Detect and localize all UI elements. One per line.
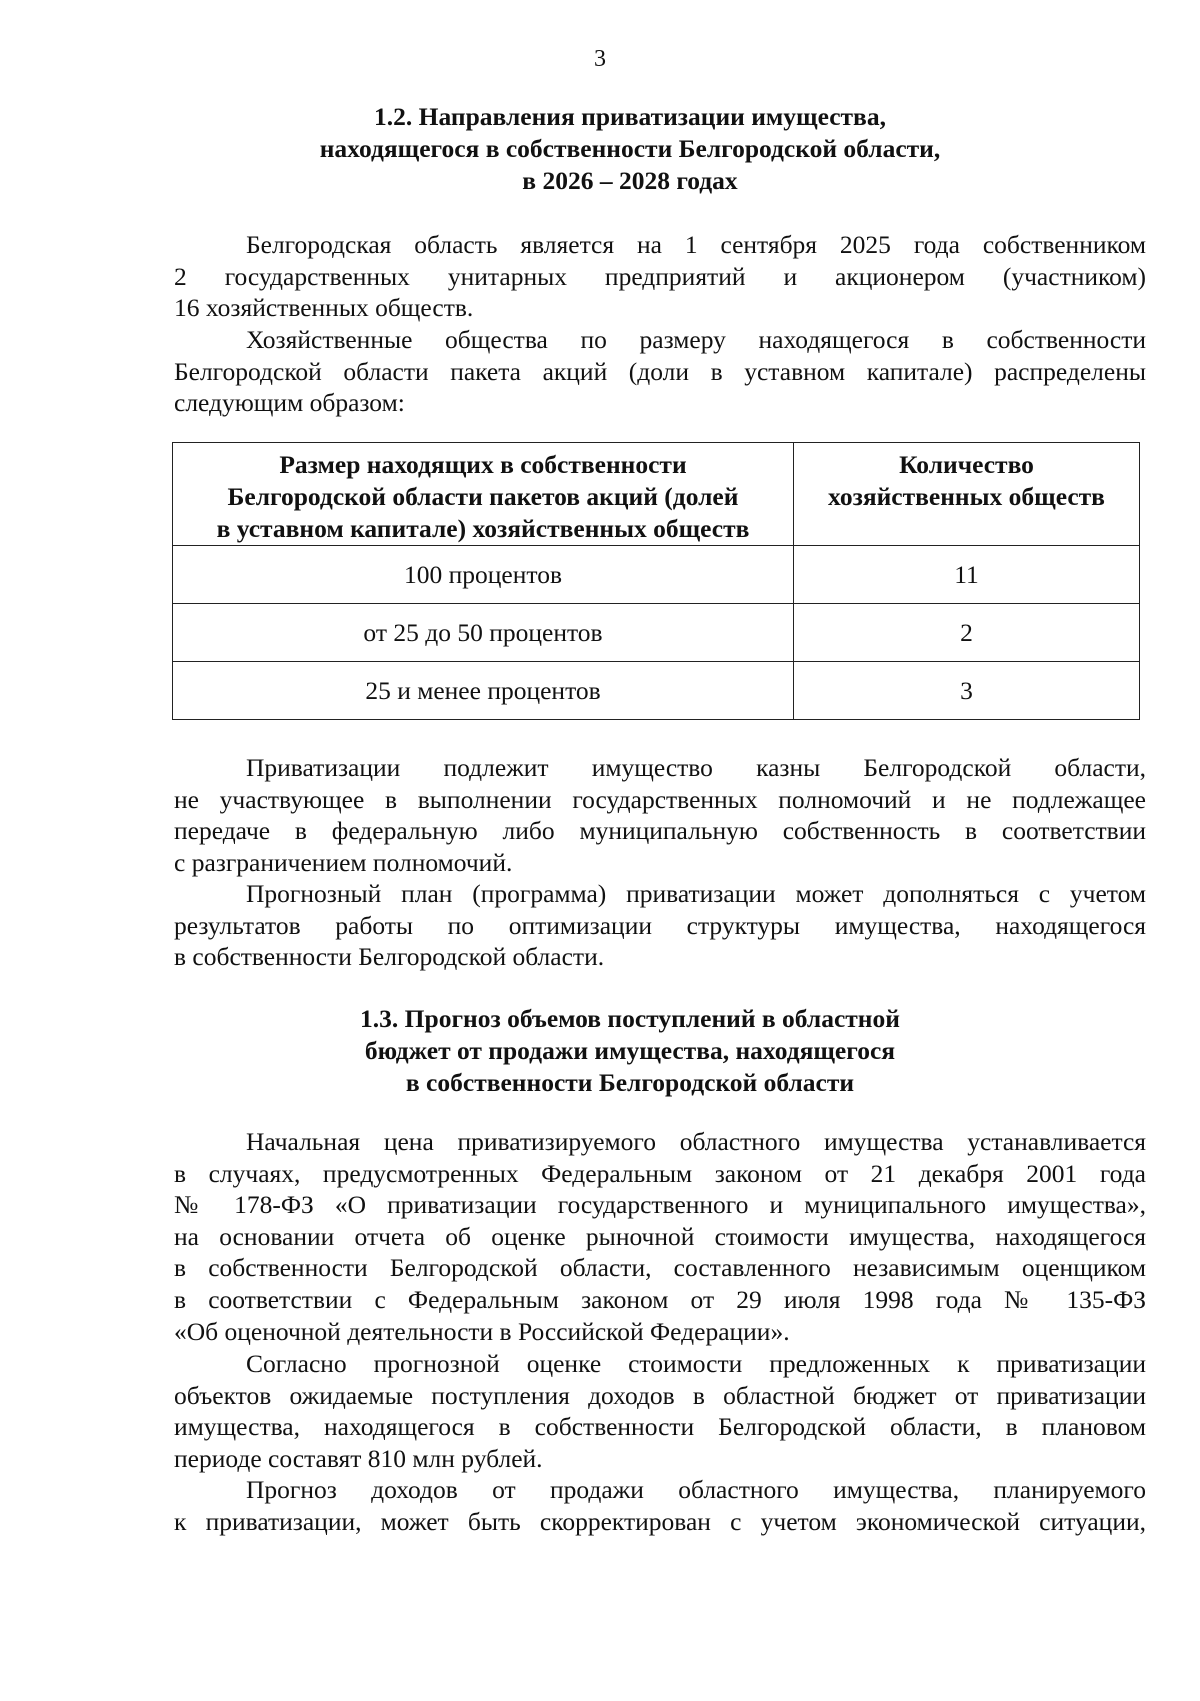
text-line: 2 государственных унитарных предприятий и акционером (участником) <box>174 261 1146 291</box>
text-line: № 178-ФЗ «О приватизации государственного и муниципального имущества», <box>174 1190 1146 1220</box>
cell-share-size: 25 и менее процентов <box>173 662 794 720</box>
paragraph-expected-revenue <box>174 1348 1146 1474</box>
text-line: Прогноз доходов от продажи областного имущества, планируемого <box>246 1475 1146 1504</box>
text-line: передаче в федеральную либо муниципальную собственность в соответствии <box>174 816 1146 846</box>
cell-share-size: от 25 до 50 процентов <box>173 604 794 662</box>
header-line: в уставном капитале) хозяйственных обществ <box>216 514 750 543</box>
header-line: Белгородской области пакетов акций (долей <box>227 482 739 511</box>
share-distribution-table <box>172 442 1140 720</box>
cell-count: 2 <box>794 604 1140 662</box>
text-line: следующим образом: <box>174 388 405 418</box>
text-line: с разграничением полномочий. <box>174 847 513 877</box>
title-line: 1.2. Направления приватизации имущества, <box>374 102 886 131</box>
text-line: на основании отчета об оценке рыночной стоимости имущества, находящегося <box>174 1221 1146 1251</box>
text-line: объектов ожидаемые поступления доходов в областной бюджет от приватизации <box>174 1380 1146 1410</box>
table-row <box>173 546 1140 604</box>
paragraph-distribution <box>174 324 1146 419</box>
text-line: 16 хозяйственных обществ. <box>174 293 474 323</box>
text-line: Приватизации подлежит имущество казны Белгородской области, <box>246 753 1146 782</box>
cell-share-size: 100 процентов <box>173 546 794 604</box>
text-line: Прогнозный план (программа) приватизации может дополняться с учетом <box>246 879 1146 908</box>
cell-count: 11 <box>794 546 1140 604</box>
table-row <box>173 662 1140 720</box>
table-header-row <box>173 443 1140 546</box>
title-line: находящегося в собственности Белгородской области, <box>319 134 941 163</box>
text-line: в случаях, предусмотренных Федеральным законом от 21 декабря 2001 года <box>174 1158 1146 1188</box>
text-line: в собственности Белгородской области. <box>174 942 605 972</box>
title-line: бюджет от продажи имущества, находящегося <box>364 1036 896 1065</box>
header-share-size <box>173 443 794 546</box>
text-line: не участвующее в выполнении государственных полномочий и не подлежащее <box>174 784 1146 814</box>
title-line: 1.3. Прогноз объемов поступлений в областной <box>360 1004 900 1033</box>
page-number: 3 <box>594 46 606 72</box>
paragraph-ownership <box>174 229 1146 324</box>
text-line: Начальная цена приватизируемого областного имущества устанавливается <box>246 1127 1146 1156</box>
section-1-2-title <box>170 101 1090 197</box>
paragraph-initial-price <box>174 1126 1146 1347</box>
title-line: в собственности Белгородской области <box>405 1068 855 1097</box>
text-line: имущества, находящегося в собственности Белгородской области, в плановом <box>174 1412 1146 1442</box>
text-line: периоде составят 810 млн рублей. <box>174 1443 543 1473</box>
cell-count: 3 <box>794 662 1140 720</box>
text-line: Согласно прогнозной оценке стоимости предложенных к приватизации <box>246 1349 1146 1378</box>
header-line: Количество <box>899 450 1034 479</box>
paragraph-income-forecast <box>174 1474 1146 1537</box>
text-line: Белгородская область является на 1 сентября 2025 года собственником <box>246 230 1146 259</box>
text-line: Хозяйственные общества по размеру находящегося в собственности <box>246 325 1146 354</box>
paragraph-forecast-plan <box>174 878 1146 973</box>
title-line: в 2026 – 2028 годах <box>522 166 738 195</box>
text-line: результатов работы по оптимизации структуры имущества, находящегося <box>174 910 1146 940</box>
text-line: в соответствии с Федеральным законом от 29 июля 1998 года № 135-ФЗ <box>174 1284 1146 1314</box>
text-line: «Об оценочной деятельности в Российской Федерации». <box>174 1316 790 1346</box>
header-line: Размер находящих в собственности <box>279 450 687 479</box>
table-row <box>173 604 1140 662</box>
header-line: хозяйственных обществ <box>828 482 1105 511</box>
text-line: Белгородской области пакета акций (доли в уставном капитале) распределены <box>174 356 1146 386</box>
section-1-3-title <box>170 1003 1090 1099</box>
text-line: в собственности Белгородской области, составленного независимым оценщиком <box>174 1253 1146 1283</box>
header-company-count <box>794 443 1140 546</box>
text-line: к приватизации, может быть скорректирован с учетом экономической ситуации, <box>174 1506 1146 1536</box>
paragraph-privatization-scope <box>174 752 1146 878</box>
